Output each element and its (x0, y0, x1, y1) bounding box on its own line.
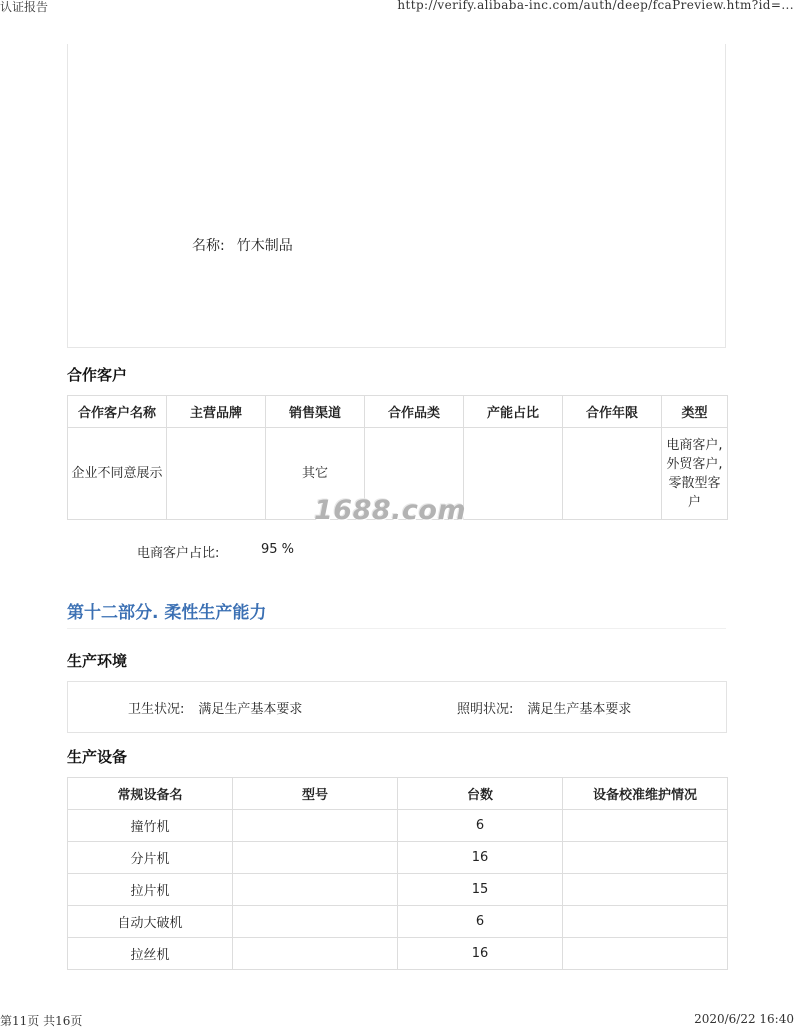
cell-maintenance (563, 938, 728, 970)
cell-model (233, 938, 398, 970)
col-quantity: 台数 (398, 778, 563, 810)
product-name-row (192, 235, 293, 255)
cell-model (233, 842, 398, 874)
environment-box (67, 681, 727, 733)
lighting-label: 照明状况: (457, 702, 514, 717)
cell-equipment-name: 拉丝机 (68, 938, 233, 970)
cell-maintenance (563, 810, 728, 842)
col-equipment-name: 常规设备名 (68, 778, 233, 810)
ecommerce-ratio-label: 电商客户占比: (137, 546, 220, 561)
equipment-title: 生产设备 (67, 748, 128, 766)
cell-model (233, 810, 398, 842)
table-row (68, 938, 728, 970)
cell-capacity-share (464, 428, 563, 520)
cell-sales-channel: 其它 (266, 428, 365, 520)
cell-equipment-name: 自动大破机 (68, 906, 233, 938)
product-name-box (67, 44, 726, 348)
partners-title: 合作客户 (67, 366, 128, 384)
col-type: 类型 (662, 396, 728, 428)
cell-type: 电商客户,外贸客户,零散型客户 (662, 428, 728, 520)
cell-equipment-name: 撞竹机 (68, 810, 233, 842)
cell-quantity: 15 (398, 874, 563, 906)
table-row (68, 874, 728, 906)
cell-maintenance (563, 842, 728, 874)
part12-divider (67, 628, 726, 629)
product-name-value: 竹木制品 (236, 238, 293, 254)
table-row (68, 810, 728, 842)
cell-maintenance (563, 906, 728, 938)
lighting-status (457, 698, 631, 717)
col-category: 合作品类 (365, 396, 464, 428)
environment-title: 生产环境 (67, 652, 128, 670)
cell-quantity: 6 (398, 810, 563, 842)
col-years: 合作年限 (563, 396, 662, 428)
col-partner-name: 合作客户名称 (68, 396, 167, 428)
cell-model (233, 874, 398, 906)
col-capacity-share: 产能占比 (464, 396, 563, 428)
cell-partner-name: 企业不同意展示 (68, 428, 167, 520)
table-row (68, 906, 728, 938)
cell-model (233, 906, 398, 938)
col-sales-channel: 销售渠道 (266, 396, 365, 428)
cell-equipment-name: 分片机 (68, 842, 233, 874)
cell-quantity: 6 (398, 906, 563, 938)
part12-title: 第十二部分. 柔性生产能力 (67, 603, 267, 623)
equipment-header-row (68, 778, 728, 810)
partners-header-row (68, 396, 728, 428)
ecommerce-ratio (137, 542, 295, 561)
col-maintenance: 设备校准维护情况 (563, 778, 728, 810)
print-header-url: http://verify.alibaba-inc.com/auth/deep/fcaPreview.htm?id=... (397, 0, 794, 12)
hygiene-status (128, 698, 302, 717)
print-header-title: 认证报告 (0, 0, 49, 14)
cell-years (563, 428, 662, 520)
col-main-brand: 主营品牌 (167, 396, 266, 428)
hygiene-label: 卫生状况: (128, 702, 185, 717)
cell-maintenance (563, 874, 728, 906)
equipment-table (67, 777, 728, 970)
ecommerce-ratio-value: 95 % (261, 542, 295, 557)
watermark-1688: 1688.com (314, 495, 467, 526)
print-footer-datetime: 2020/6/22 16:40 (694, 1012, 794, 1026)
product-name-label: 名称: (192, 238, 225, 254)
print-footer-page: 第11页 共16页 (0, 1014, 83, 1028)
cell-equipment-name: 拉片机 (68, 874, 233, 906)
lighting-value: 满足生产基本要求 (527, 702, 632, 717)
hygiene-value: 满足生产基本要求 (198, 702, 303, 717)
cell-quantity: 16 (398, 938, 563, 970)
col-model: 型号 (233, 778, 398, 810)
cell-main-brand (167, 428, 266, 520)
table-row (68, 842, 728, 874)
cell-quantity: 16 (398, 842, 563, 874)
